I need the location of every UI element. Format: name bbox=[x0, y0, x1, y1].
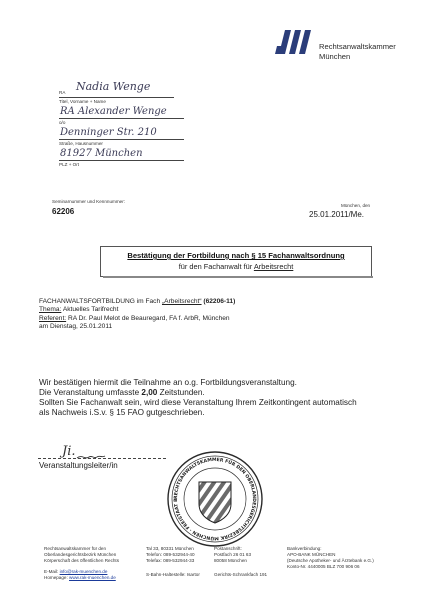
thema-label: Thema: bbox=[39, 306, 62, 313]
footer-homepage-label: Homepage: bbox=[44, 575, 70, 580]
handwritten-firm: RA Alexander Wenge bbox=[60, 106, 167, 117]
handwritten-signature: Ji. bbox=[62, 444, 76, 459]
footer-email bbox=[44, 569, 107, 574]
footer-col3-line3: 80058 München bbox=[214, 558, 247, 563]
footer-col2-line3: Telefax: 089-532944-33 bbox=[146, 558, 195, 563]
title-line2-prefix: für den Fachanwalt für bbox=[178, 262, 254, 271]
referent-label: Referent: bbox=[39, 315, 67, 322]
footer-col4-line4: Konto-Nr. 4440005 BLZ 700 906 06 bbox=[287, 564, 360, 569]
footer-col4-line3: (Deutsche Apotheker- und Ärztebank e.G.) bbox=[287, 558, 374, 563]
footer-col1-line2: Oberlandesgerichtsbezirk München bbox=[44, 552, 117, 557]
course-fach bbox=[39, 298, 235, 305]
confirm-line2-prefix: Die Veranstaltung umfasste bbox=[39, 388, 142, 397]
firm-line bbox=[59, 118, 184, 119]
signature-label: Veranstaltungsleiter/in bbox=[39, 461, 118, 470]
seminar-number: 62206 bbox=[52, 207, 75, 216]
title-box bbox=[100, 246, 372, 277]
signature-line bbox=[38, 458, 166, 459]
course-fach-code: (62206-11) bbox=[201, 298, 236, 305]
date-value: 25.01.2011/Me. bbox=[309, 210, 365, 219]
handwritten-street: Denninger Str. 210 bbox=[60, 127, 157, 138]
course-fach-name: „Arbeitsrecht“ bbox=[161, 298, 202, 305]
footer-col4-line2: APO-BANK MÜNCHEN bbox=[287, 552, 336, 557]
referent-value: RA Dr. Paul Melot de Beauregard, FA f. ArbR, München bbox=[66, 315, 230, 322]
footer-col3-line1: Postanschrift: bbox=[214, 546, 242, 551]
ra-prefix: RA bbox=[59, 90, 66, 95]
official-seal-icon bbox=[166, 450, 264, 548]
date-place-label: München, den bbox=[341, 203, 371, 208]
name-line bbox=[59, 97, 174, 98]
footer-haltestelle: S-Bahn-Haltestelle: Isartor bbox=[146, 572, 200, 577]
title-line1: Bestätigung der Fortbildung nach § 15 Fachanwaltsordnung bbox=[127, 251, 345, 260]
title-line2-subject: Arbeitsrecht bbox=[253, 262, 294, 271]
org-name-line2: München bbox=[319, 52, 351, 61]
seminar-label: Seminarnummer und Kennnummer: bbox=[52, 199, 126, 204]
footer-col1-line3: Körperschaft des öffentlichen Rechts bbox=[44, 558, 119, 563]
footer-col2-line2: Telefon: 089-532944-40 bbox=[146, 552, 195, 557]
street-label: Straße, Hausnummer bbox=[59, 141, 103, 146]
title-box-shadow bbox=[103, 276, 373, 278]
thema-value: Aktuelles Tarifrecht bbox=[61, 306, 119, 313]
confirm-hours: 2,00 bbox=[141, 388, 158, 397]
confirm-line4: als Nachweis i.S.v. § 15 FAO gutgeschrieben. bbox=[39, 408, 205, 417]
confirm-line2 bbox=[39, 388, 205, 397]
org-name-line1: Rechtsanwaltskammer bbox=[319, 42, 396, 51]
rak-logo-icon bbox=[275, 28, 315, 56]
confirm-line1: Wir bestätigen hiermit die Teilnahme an o.g. Fortbildungsveranstaltung. bbox=[39, 378, 297, 387]
seal-ring-text: RECHTSANWALTSKAMMER FÜR DEN OBERLANDESGERICHTSBEZIRK MÜNCHEN · FREISTAAT B bbox=[173, 457, 257, 541]
footer-email-link[interactable]: info@rak-muenchen.de bbox=[59, 569, 108, 574]
confirm-line3: Sollten Sie Fachanwalt sein, wird diese Veranstaltung Ihrem Zeitkontingent automatisch bbox=[39, 398, 357, 407]
handwritten-name: Nadia Wenge bbox=[76, 80, 151, 93]
footer-homepage-link[interactable]: www.rak-muenchen.de bbox=[69, 575, 116, 580]
course-referent bbox=[39, 315, 230, 322]
firm-label: o/o bbox=[59, 120, 66, 125]
confirm-line2-suffix: Zeitstunden. bbox=[157, 388, 205, 397]
footer-schrankfach: Gerichts-Schrankfach 191 bbox=[214, 572, 268, 577]
title-line2 bbox=[101, 262, 371, 271]
city-line bbox=[59, 160, 184, 161]
footer-col1-line1: Rechtsanwaltskammer für den bbox=[44, 546, 107, 551]
course-thema bbox=[39, 306, 118, 313]
handwritten-city: 81927 München bbox=[60, 148, 143, 159]
footer-col3-line2: Postfach 26 01 63 bbox=[214, 552, 252, 557]
footer-col4-line1: Bankverbindung: bbox=[287, 546, 322, 551]
course-fach-prefix: FACHANWALTSFORTBILDUNG im Fach bbox=[39, 298, 162, 305]
footer-homepage bbox=[44, 575, 116, 580]
street-line bbox=[59, 139, 184, 140]
footer-col2-line1: Tal 33, 80331 München bbox=[146, 546, 194, 551]
city-label: PLZ + Ort bbox=[59, 162, 80, 167]
course-date: am Dienstag, 25.01.2011 bbox=[39, 323, 113, 330]
name-label: Titel, Vorname + Name bbox=[59, 99, 106, 104]
footer-email-label: E-Mail: bbox=[44, 569, 60, 574]
